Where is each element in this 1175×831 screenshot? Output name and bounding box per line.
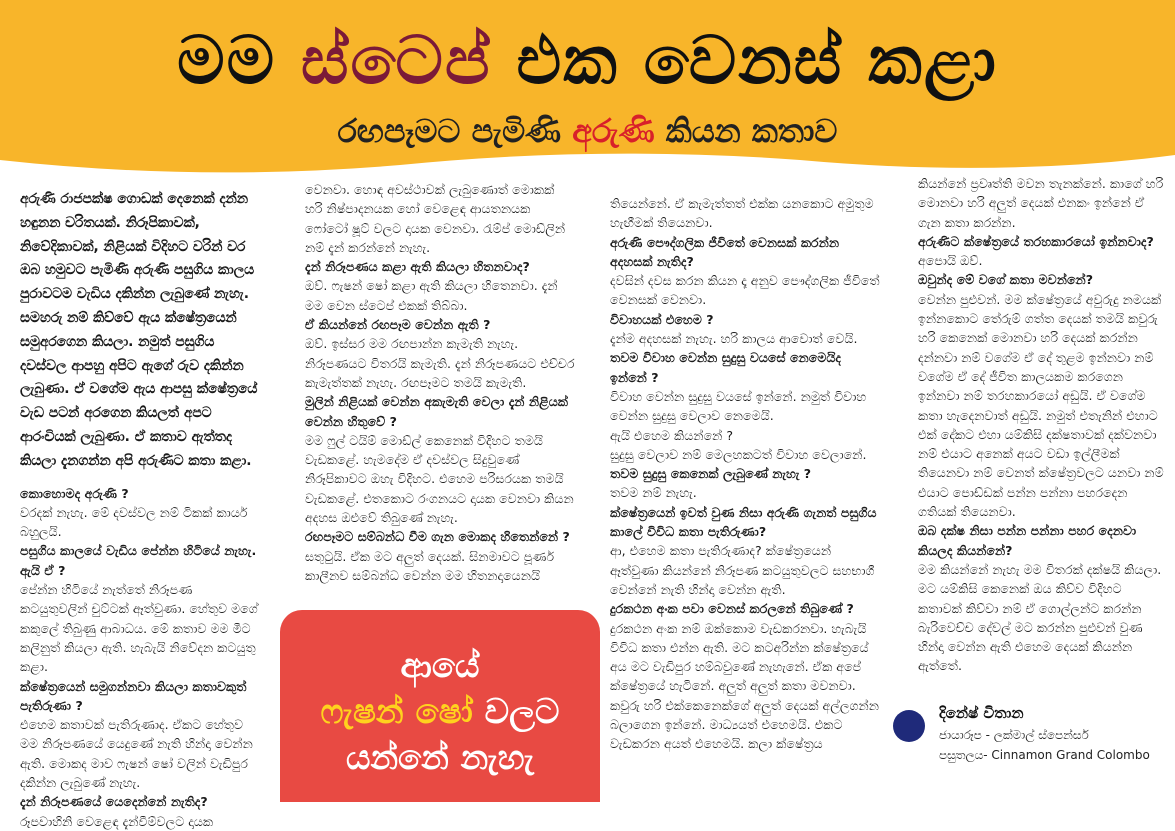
article-column-2 [305,180,575,585]
interview-answer: රූපවාහිනි වෙළෙඳ දැන්වීම්වලට දායක [20,813,214,829]
interview-answer: තියෙන්නේ. ඒ කැමැත්තත් එක්ක යනකොට අමුතුම හැඟීමක් තියෙනවා. [610,196,874,231]
byline-bullet-icon [893,710,925,742]
headline-part2: එක වෙනස් කළා [516,22,998,99]
venue-credit: පසුතලය- Cinnamon Grand Colombo [939,748,1150,762]
pull-quote-line-2-tail: වලට [484,692,560,732]
interview-answer: දැන්ම අදහසක් නැහැ. හරි කාලය ආවොත් වෙයි. [610,331,858,347]
interview-question: ක්ෂේත්‍රයෙන් ඉවත් වුණ නිසා අරුණි ගැනත් පසුගිය කාලේ විවිධ කතා පැතිරුණා? [610,504,877,540]
interview-answer: දවසින් දවස කරන කියන දෑ අනුව පෞද්ගලික ජීවිතේ වෙනසක් වෙනවා. [610,273,880,308]
interview-answer: සුදුසු වෙලාව නම් මෙලහකටත් විවාහ වෙලානේ. [610,446,867,462]
interview-answer: වෙනවා. හොඳ අවස්ථාවක් ලැබුණොත් මොකක් හරි නිෂ්පාදනයක හෝ වෙළෙඳ ආයතනයක ෆෝටෝ ෂූට් වලට දායක වෙනවා. රැම්ප් මොඩ්ලින් නම් දැන් කරන්නේ නැහැ. [305,182,566,255]
interview-question: අරුණිට ක්ෂේත්‍රයේ තරහකාරයෝ ඉන්නවාද? [918,233,1154,249]
interview-question: ක්ෂේත්‍රයෙන් සමුගන්නවා කියලා කතාවකුත් පැතිරුණා ? [20,678,247,713]
interview-answer: මම ෆුල් ටයිම් මොඩ්ල් කෙනෙක් විදිහට තමයි වැඩකළේ. හැමදේම ඒ දවස්වල සිදුවුණේ නිරූපිකාවට ඔහැ විදිහට. එහෙම පරිසරයක තමයි වැඩකළේ. එතකොට රංගනයට දායක වෙනවා කියන අදහස ඔළුවේ තිබුණේ නැහැ. [305,432,574,526]
pull-quote-line-1: ආයේ [400,646,480,686]
interview-question: ඔබ දක්ෂ නිසා පන්න පන්නා පහර දෙනවා කියලද කියන්නේ? [918,523,1137,558]
interview-answer: වරදක් නැහැ. මේ දවස්වල නම් ටිකක් කාර්ය බහුලයි. [20,504,248,540]
interview-answer: පේන්න හිටියේ නැත්තේ නිරූපණ කටයුතුවලින් චුට්ටක් ඈත්වුණා. හේතුව මගේ කකුලේ තිබුණු ආබාධය. මේ කතාව මම මීට කලිනුත් කියලා ඇති. හැබැයි නිවේදන කටයුතු කළා. [20,582,258,675]
headline [0,22,1175,101]
interview-question: දැන් නිරූපණය කළා ඇති කියලා හිතනවාද? [305,259,530,275]
photo-credit: ජායාරූප - ලක්මාල් ස්පෙන්සර් [939,728,1089,742]
interview-answer: දුරකථන අංක නම් ඔක්කොම වැඩකරනවා. හැබැයි විවිධ කතා එන්න ඇති. මට කටඅරින්න ක්ෂේත්‍රයේ අය මට වැඩිපුර හම්බවුණේ නැහැනේ. ඒක අපේ ක්ෂේත්‍රයේ හැටිනේ. අලුත් අලුත් කතා මවනවා. කවුරු හරි එක්කෙනෙක්ගේ අලුත් දෙයක් අල්ලගන්න බලාගෙන ඉන්නේ. මාධ්‍යයත් එහෙමයි. එකට වැඩකරන අයත් එහෙමයි. කලා ක්ෂේත්‍රය [610,620,879,752]
interview-question: අරුණි පෞද්ගලික ජීවිතේ වෙනසක් කරන්න අදහසක් නැතිද? [610,234,840,269]
interview-question: තවම විවාහ වෙන්න සුදුසු වයසේ නෙමෙයිද ඉන්නේ ? [610,350,842,385]
interview-answer: වෙන්න පුළුවන්. මම ක්ෂේත්‍රයේ අවුරුදු නමයක් ඉන්නකොට තේරුම් ගත්ත දෙයක් තමයි කවුරු හරි කෙනෙක් මොනවා හරි දෙයක් කරන්න දන්නවා නම් වගේම ඒ දේ තුළම ඉන්නවා නම් වගේම ඒ දේ ජීවිත කාලයකම කරගෙන ඉන්නවා නම් තරහකාරයෝ අඩුයි. ඒ වගේම කතා හැදෙනවාත් අඩුයි. නමුත් එතැනින් එහාට එක් දේකට එහා යම්කිසි දක්ෂතාවක් දක්වනවා නම් එයාට අනෙක් අයට වඩා ඉල්ලීමක් තියෙනවා නම් වෙනත් ක්ෂේත්‍රවලට යනවා නම් එයාට පොඩ්ඩක් පන්න පන්නා පහරදෙන ගතියක් තියෙනවා. [918,291,1164,520]
subheadline [0,112,1175,151]
interview-question: කොහොමද අරුණි ? [20,485,129,501]
pull-quote-line-2 [280,692,600,732]
article-column-4 [918,174,1168,676]
interview-answer: අපොයි ඔව්. [918,253,983,269]
interview-question: තවම සුදුසු කෙනෙක් ලැබුණේ නැහැ ? [610,466,812,482]
header-banner [0,0,1175,185]
headline-part1: මම [177,22,277,99]
article-column-1 [20,188,260,831]
author-name: දිනේෂ් විතාන [939,704,1024,722]
interview-answer: ඔව්. ෆැෂන් ෂෝ කළා ඇති කියලා හිතෙනවා. දැන් මම වෙන ස්ටෙප් එකක් තිබ්බා. [305,278,558,313]
interview-answer: මම කියන්නේ නැහැ මම විතරක් දක්ෂයි කියලා. මට යම්කිසි කෙනෙක් ඔය කිව්ව විදිහට කතාවක් කිව්වා නම් ඒ ගොල්ලන්ට කරන්න බැරිවෙච්ච දේවල් මට කරන්න පුළුවන් වුණ හින්දා වෙන්න ඇති එහෙම දෙයක් කියන්න ඇත්තේ. [918,561,1162,674]
interview-question: දැන් නිරූපණයේ යෙදෙන්නේ නැතිද? [20,794,208,810]
interview-answer: තවම නම් නැහැ. [610,485,697,501]
subheadline-name: අරුණි [572,112,655,150]
pull-quote-highlight: ෆැෂන් ෂෝ [320,692,473,732]
pull-quote-line-3: යන්නේ නැහැ [346,738,534,778]
headline-highlight: ස්ටෙප් [301,22,492,99]
article-column-3 [610,194,880,754]
interview-answer: සතුටුයි. ඒක මට අලුත් දෙයක්. සිනමාවට පූර්ණ කාලීනව සම්බන්ධ වෙන්න මම හිතනදායෙනයි [305,548,555,583]
interview-question: ඔවුන්ද මේ වගේ කතා මවන්නේ? [918,272,1094,288]
interview-answer: ඔව්. ඉස්සර මම රඟපාන්න කැමැති නැහැ. නිරූපණයට විතරයි කැමැති. දැන් නිරූපණයට එච්චර කැමැත්තක් නැහැ. රඟපෑමට තමයි කැමැති. [305,336,575,390]
paragraph-gap [20,474,260,484]
interview-question: දුරකථන අංක පවා වෙනස් කරලනේ තිබුණේ ? [610,601,854,617]
interview-answer: කියන්නේ ප්‍රවෘත්ති මවන තැනක්නේ. කාගේ හරි මොනවා හරි අලුත් දෙයක් එනකං ඉන්නේ ඒ ගැන කතා කරන්න. [918,176,1164,230]
interview-answer: විවාහ වෙන්න සුදුසු වයසේ ඉන්නේ. නමුත් විවාහ වෙන්න සුදුසු වෙලාව නෙමෙයි. [610,388,867,424]
subheadline-part1: රඟපෑමට පැමිණි [337,112,562,150]
pull-quote-box [280,610,600,802]
interview-answer: ඇයි එහෙම කියන්නේ ? [610,427,734,443]
interview-question: මුලින් නිළියක් වෙන්න අකැමැති වෙලා දැන් නිළියක් වෙන්න හිතුවේ ? [305,394,569,429]
interview-question: රඟපෑමට සම්බන්ධ වීම ගැන මොකද හිතෙන්නේ ? [305,529,570,545]
subheadline-part2: කියන කතාව [665,112,838,150]
interview-question: පසුගිය කාලයේ වැඩිය පේන්න හිටියේ නැහැ. ඇයි ඒ ? [20,543,257,578]
interview-answer: එහෙම කතාවක් පැතිරුණාද. ඒකට හේතුව මම නිරූපණයේ යෙදුණේ නැති හින්දා වෙන්න ඇති. මොකද මාව ෆැෂන් ෂෝ වලින් වැඩිපුර දකින්න ලැබුණේ නැහැ. [20,717,253,791]
interview-question: විවාහයක් එහෙම ? [610,311,714,327]
interview-question: ඒ කියන්නේ රඟපෑම වෙන්න ඇති ? [305,317,491,333]
intro-paragraph: අරුණි රාජපක්ෂ ගොඩක් දෙනෙක් දන්න හඳුනන චරිතයක්. නිරූපිකාවක්, නිවේදිකාවක්, නිළියක් විදිහට වරින් වර ඔබ හමුවට පැමිණි අරුණි පසුගිය කාලය පුරාවටම වැඩිය දකින්න ලැබුණේ නැහැ. සමහරු නම් කිව්වේ ඇය ක්ෂේත්‍රයෙන් සමුඅරගෙන කියලා. නමුත් පසුගිය දවස්වල ආපහු අපිට ඇගේ රුව දකින්න ලැබුණා. ඒ වගේම ඇය ආපසු ක්ෂේත්‍රයේ වැඩ පටන් අරගෙන කියලත් අපට ආරංචියක් ලැබුණා. ඒ කතාව ඇත්තද කියලා දැනගන්න අපි අරුණිට කතා කළා. [20,191,258,469]
interview-answer: ආ, එහෙම කතා පැතිරුණාද? ක්ෂේත්‍රයෙන් ඈත්වුණා කියන්නේ නිරූපණ කටයුතුවලට සහභාගී වෙන්නේ නැති හින්දා වෙන්න ඇති. [610,543,875,597]
